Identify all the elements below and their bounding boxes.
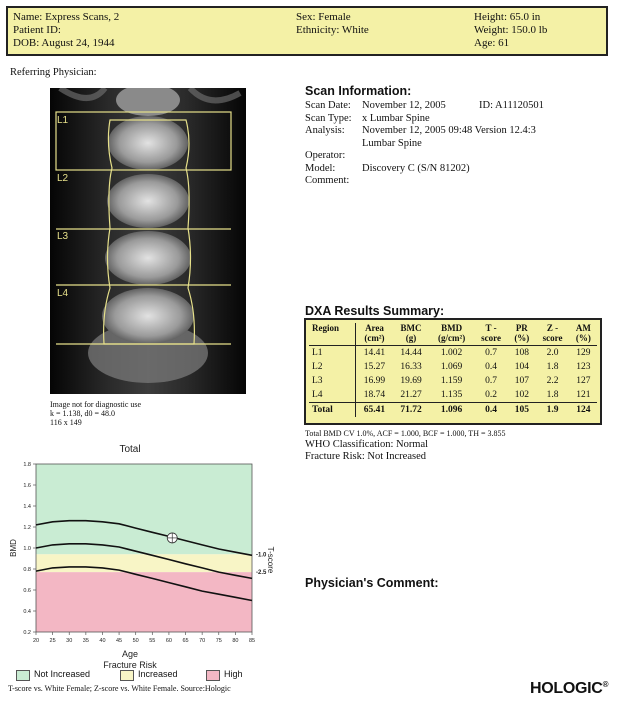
dxa-total-cell: 1.9 [535, 403, 569, 418]
dxa-col-header-line2 [312, 334, 353, 343]
patient-ethnicity: Ethnicity: White [296, 24, 369, 36]
y2-axis-label: T-score [266, 546, 275, 574]
registered-mark: ® [602, 680, 609, 689]
dxa-col-header-line1: Z - [546, 323, 559, 333]
x-tick-label: 25 [49, 638, 56, 644]
dxa-col-header-line1: BMD [441, 323, 463, 333]
fracture-risk: Fracture Risk: Not Increased [305, 451, 427, 462]
dxa-total-cell: 0.4 [474, 403, 508, 418]
dxa-total-row [309, 403, 597, 418]
scan-info-list [305, 100, 605, 188]
x-axis-label: Age [121, 649, 139, 659]
who-classification: WHO Classification: Normal [305, 439, 429, 450]
x-tick-label: 60 [165, 638, 172, 644]
dxa-cell: 0.2 [485, 389, 498, 400]
y-tick-label: 1.2 [23, 525, 31, 531]
dxa-results-table [309, 323, 597, 417]
dxa-col-header-line2: (%) [514, 332, 530, 343]
dxa-cell: 129 [576, 347, 591, 358]
legend-swatch [120, 670, 134, 681]
scan-info-value: November 12, 2005 09:48 Version 12.4:3 [362, 125, 536, 136]
region-label-l4: L4 [57, 288, 69, 299]
dxa-cell: 1.8 [546, 361, 559, 372]
y-tick-label: 1.4 [23, 504, 31, 510]
legend-label: Not Increased [34, 669, 91, 679]
x-tick-label: 30 [66, 638, 73, 644]
x-tick-label: 85 [248, 638, 256, 644]
dxa-cell: 123 [576, 361, 591, 372]
dxa-cell: 19.69 [400, 375, 422, 386]
scan-info-row [305, 113, 605, 126]
dxa-cell: 21.27 [400, 389, 422, 400]
scan-info-value: x Lumbar Spine [362, 112, 430, 124]
image-note-2: k = 1.138, d0 = 48.0 [50, 409, 116, 418]
legend-swatch [206, 670, 220, 681]
dxa-total-cell: 1.096 [429, 403, 474, 418]
dxa-cell: 0.4 [485, 361, 498, 372]
dxa-col-header [309, 323, 356, 346]
dxa-cell: 104 [514, 361, 529, 372]
y-tick-label: 0.2 [23, 630, 31, 636]
y-tick-label: 0.4 [23, 609, 31, 615]
legend-label: High [224, 669, 243, 679]
scan-info-label: Comment: [305, 175, 350, 186]
risk-band [36, 464, 252, 554]
dxa-cell: 0.7 [485, 347, 498, 358]
referring-physician: Referring Physician: [10, 67, 97, 78]
dxa-cell: L3 [309, 374, 356, 388]
x-tick-label: 50 [132, 638, 139, 644]
x-tick-label: 70 [199, 638, 206, 644]
risk-band [36, 572, 252, 632]
dxa-col-header-line1: PR [515, 323, 528, 333]
dxa-footnote: Total BMD CV 1.0%, ACF = 1.000, BCF = 1.000, TH = 3.855 [305, 429, 506, 438]
dxa-cell: 16.33 [400, 361, 422, 372]
dxa-cell: 121 [576, 389, 591, 400]
y-tick-label: 0.8 [23, 567, 31, 573]
patient-name: Name: Express Scans, 2 [13, 11, 120, 23]
dxa-total-cell: 124 [570, 403, 597, 418]
spine-scan-graphic [50, 88, 246, 394]
tscore-marker-label: -1.0 [256, 552, 267, 559]
spine-scan-image [50, 88, 246, 394]
x-tick-label: 45 [116, 638, 123, 644]
dxa-cell: 1.069 [440, 361, 463, 372]
dxa-cell: 102 [514, 389, 529, 400]
patient-age: Age: 61 [474, 37, 510, 49]
scan-info-label: Model: [305, 162, 336, 174]
dxa-col-header [429, 323, 474, 346]
fracture-risk-legend [10, 669, 280, 681]
dxa-col-header-line1: Region [312, 323, 339, 334]
x-tick-label: 65 [182, 638, 189, 644]
source-note: T-score vs. White Female; Z-score vs. White Female. Source:Hologic [8, 684, 231, 693]
dxa-col-header-line1: T - [485, 323, 497, 333]
y-tick-label: 1.8 [23, 462, 31, 468]
dxa-cell: 108 [514, 347, 529, 358]
dxa-cell: 14.44 [400, 347, 422, 358]
scan-info-label: Scan Date: [305, 100, 351, 111]
region-label-l2: L2 [57, 173, 69, 184]
dxa-cell: 2.2 [546, 375, 559, 386]
image-note-3: 116 x 149 [50, 418, 82, 427]
dxa-col-header-line2: (%) [575, 332, 591, 343]
dxa-row [309, 346, 597, 361]
x-tick-label: 20 [32, 638, 40, 644]
dxa-col-header [535, 323, 569, 346]
bmd-reference-chart [0, 436, 290, 668]
scan-info-row [305, 100, 605, 113]
dxa-col-header-line2: (cm²) [364, 332, 385, 343]
dxa-cell: 16.99 [363, 375, 386, 386]
dxa-col-header-line1: BMC [400, 323, 422, 333]
dxa-col-header [474, 323, 508, 346]
scan-info-row [305, 150, 605, 163]
y-tick-label: 1.0 [23, 546, 31, 552]
dxa-col-header [570, 323, 597, 346]
hologic-logo [530, 680, 608, 698]
scan-info-row [305, 138, 605, 151]
y-tick-label: 1.6 [23, 483, 31, 489]
x-tick-label: 75 [215, 638, 222, 644]
y-tick-label: 0.6 [23, 588, 31, 594]
dxa-total-cell: 71.72 [393, 403, 429, 418]
dxa-col-header [508, 323, 535, 346]
region-label-l3: L3 [57, 231, 69, 242]
y-axis-label: BMD [9, 539, 18, 557]
risk-band [36, 554, 252, 572]
dxa-title: DXA Results Summary: [305, 304, 445, 318]
dxa-cell: 0.7 [485, 375, 498, 386]
region-label-l1: L1 [57, 115, 69, 126]
dxa-total-cell: 65.41 [356, 403, 393, 418]
legend-label: Increased [138, 669, 178, 679]
x-tick-label: 35 [82, 638, 89, 644]
dxa-cell: L1 [309, 346, 356, 361]
scan-info-row [305, 163, 605, 176]
legend-title: Fracture Risk [103, 660, 157, 668]
x-tick-label: 55 [149, 638, 156, 644]
scan-info-label: Scan Type: [305, 112, 352, 124]
scan-info-row [305, 175, 605, 188]
patient-sex: Sex: Female [296, 11, 351, 23]
x-tick-label: 40 [99, 638, 106, 644]
scan-info-title: Scan Information: [305, 84, 412, 98]
dxa-col-header-line1: Area [365, 323, 384, 333]
dxa-row [309, 360, 597, 374]
physician-comment-title: Physician's Comment: [305, 576, 439, 590]
dxa-col-header [356, 323, 393, 346]
scan-info-value: Discovery C (S/N 81202) [362, 162, 470, 174]
legend-swatch [16, 670, 30, 681]
tscore-marker-label: -2.5 [256, 570, 267, 577]
dxa-col-header-line2: score [481, 332, 501, 343]
dxa-row [309, 388, 597, 403]
scan-id: ID: A11120501 [479, 100, 544, 111]
scan-info-value: Lumbar Spine [362, 137, 422, 149]
dxa-total-cell: 105 [508, 403, 535, 418]
dxa-col-header-line1: AM [575, 323, 591, 333]
scan-info-label: Operator: [305, 150, 346, 161]
dxa-cell: L2 [309, 360, 356, 374]
dxa-cell: 14.41 [363, 347, 386, 358]
dxa-cell: 2.0 [546, 347, 559, 358]
dxa-results-box [304, 318, 602, 425]
dxa-total-cell: Total [309, 403, 356, 418]
patient-header [6, 6, 608, 56]
dxa-col-header-line2: (g) [405, 332, 417, 343]
brand-text: HOLOGIC [530, 680, 603, 697]
dxa-cell: 1.135 [440, 389, 463, 400]
patient-dob: DOB: August 24, 1944 [13, 37, 115, 49]
dxa-cell: 1.8 [546, 389, 559, 400]
dxa-col-header-line2: (g/cm²) [438, 332, 466, 343]
dxa-cell: 18.74 [363, 389, 386, 400]
scan-info-label: Analysis: [305, 125, 345, 136]
patient-height: Height: 65.0 in [474, 11, 541, 23]
dxa-cell: 127 [576, 375, 591, 386]
chart-title: Total [119, 444, 141, 455]
patient-id: Patient ID: [13, 24, 61, 36]
dxa-row [309, 374, 597, 388]
dxa-cell: 1.002 [440, 347, 463, 358]
image-note-1: Image not for diagnostic use [50, 400, 142, 409]
dxa-cell: 1.159 [440, 375, 463, 386]
dxa-cell: L4 [309, 388, 356, 403]
dxa-col-header [393, 323, 429, 346]
dxa-cell: 107 [514, 375, 529, 386]
patient-weight: Weight: 150.0 lb [474, 24, 548, 36]
dxa-col-header-line2: score [542, 332, 563, 343]
x-tick-label: 80 [232, 638, 239, 644]
dxa-cell: 15.27 [363, 361, 386, 372]
scan-info-row [305, 125, 605, 138]
scan-info-value: November 12, 2005 [362, 100, 446, 111]
